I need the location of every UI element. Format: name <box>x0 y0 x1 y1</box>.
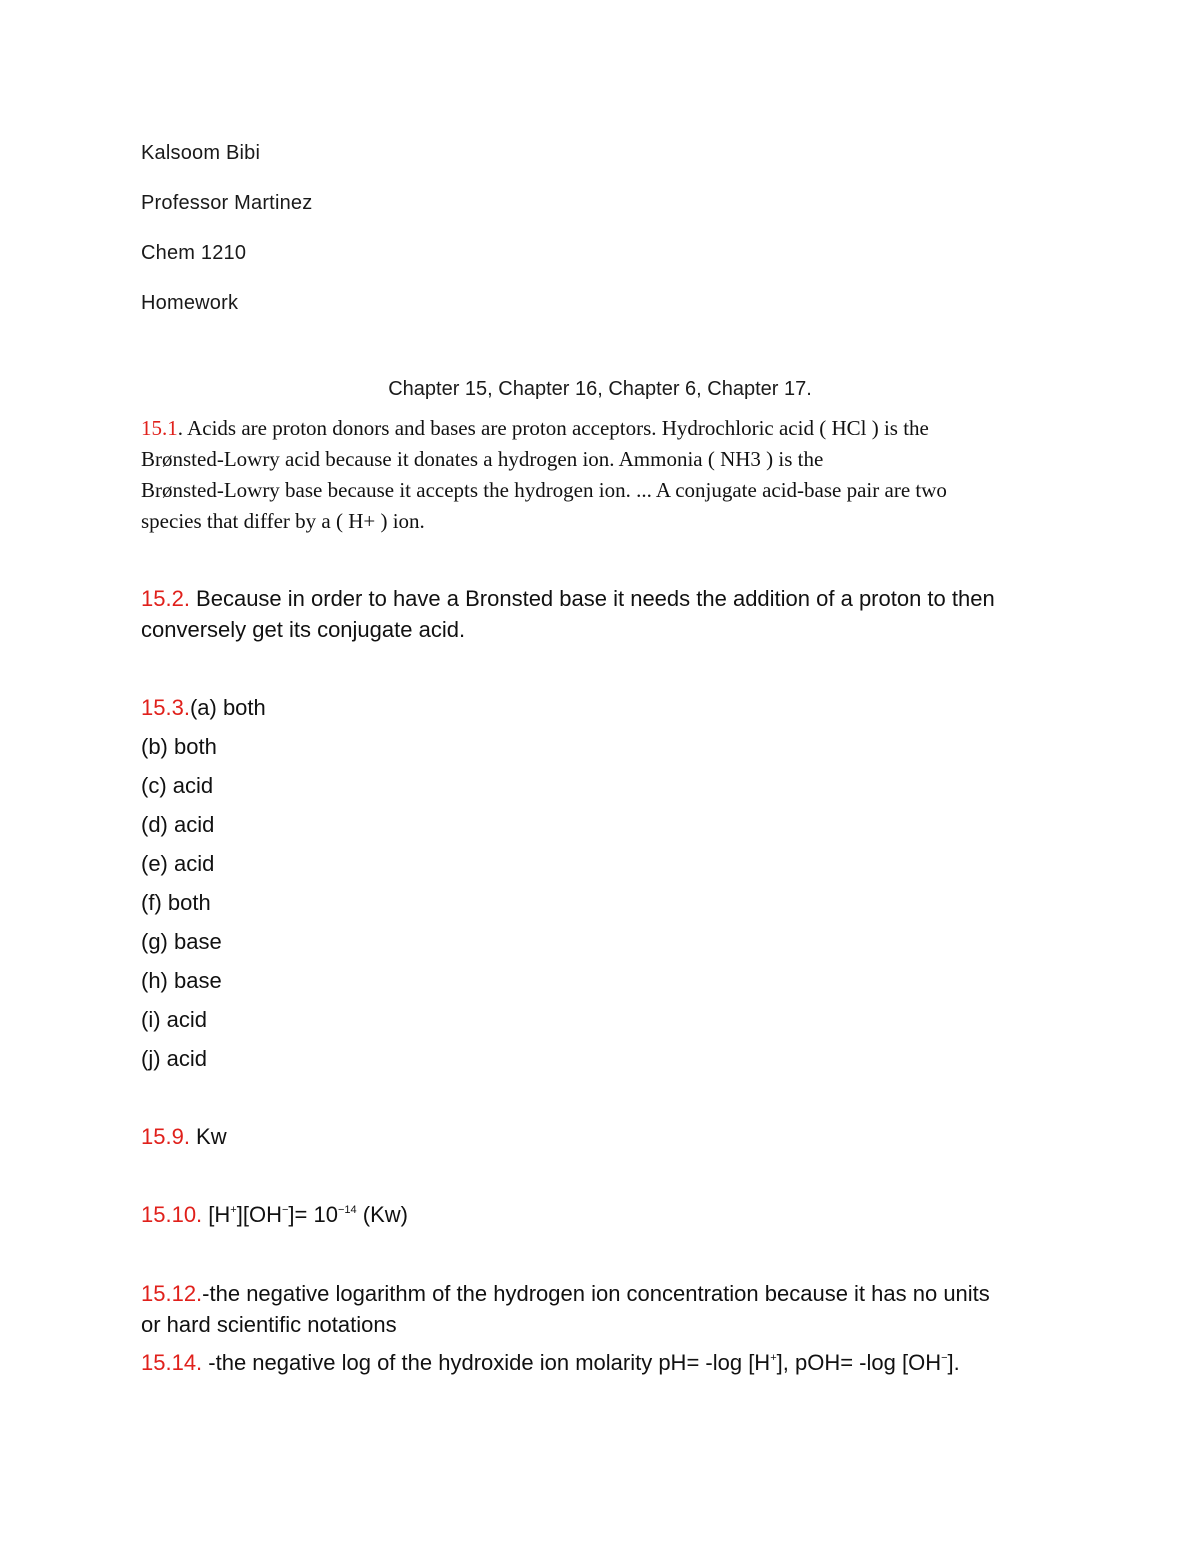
answer-15-1-line-3: Brønsted-Lowry base because it accepts the hydrogen ion. ... A conjugate acid-base pair are two <box>141 478 947 502</box>
answer-15-1-line-1: 15.1. Acids are proton donors and bases are proton acceptors. Hydrochloric acid ( HCl ) is the <box>141 416 929 440</box>
answer-15-3-c: (c) acid <box>141 773 214 798</box>
course-code: Chem 1210 <box>141 242 247 264</box>
answer-15-2-line-2: conversely get its conjugate acid. <box>141 617 466 642</box>
answer-15-1-line-4: species that differ by a ( H+ ) ion. <box>141 509 425 533</box>
answer-15-3-d: (d) acid <box>141 812 215 837</box>
professor-name: Professor Martinez <box>141 192 313 214</box>
answer-15-3-a: 15.3.(a) both <box>141 695 266 720</box>
question-number: 15.3. <box>141 695 190 720</box>
student-name: Kalsoom Bibi <box>141 142 261 164</box>
answer-15-10: 15.10. $[H^+][OH^-]= 10^{-14}$ (Kw) <box>141 1202 408 1227</box>
answer-15-3-f: (f) both <box>141 890 211 915</box>
answer-15-9: 15.9. Kw <box>141 1124 227 1149</box>
answer-15-12-line-1: 15.12.-the negative logarithm of the hydrogen ion concentration because it has no units <box>141 1281 990 1306</box>
question-number: 15.9. <box>141 1124 190 1149</box>
question-number: 15.10. <box>141 1202 203 1227</box>
question-number: 15.14. <box>141 1350 203 1375</box>
answer-15-2-line-1: 15.2. Because in order to have a Bronsted base it needs the addition of a proton to then <box>141 586 995 611</box>
question-number: 15.2. <box>141 586 190 611</box>
answer-15-3-e: (e) acid <box>141 851 215 876</box>
chapter-title: Chapter 15, Chapter 16, Chapter 6, Chapter 17. <box>388 378 812 400</box>
question-number: 15.1 <box>141 416 178 440</box>
answer-15-3-j: (j) acid <box>141 1046 208 1071</box>
question-number: 15.12. <box>141 1281 203 1306</box>
answer-15-3-i: (i) acid <box>141 1007 208 1032</box>
assignment-label: Homework <box>141 292 239 314</box>
answer-15-12-line-2: or hard scientific notations <box>141 1312 397 1337</box>
answer-15-3-b: (b) both <box>141 734 217 759</box>
answer-15-3-h: (h) base <box>141 968 222 993</box>
answer-15-14: 15.14. -the negative log of the hydroxide ion molarity pH= -log [H+], pOH= -log [OH−]. <box>141 1350 960 1375</box>
answer-15-1-line-2: Brønsted-Lowry acid because it donates a hydrogen ion. Ammonia ( NH3 ) is the <box>141 447 824 471</box>
answer-15-3-g: (g) base <box>141 929 222 954</box>
